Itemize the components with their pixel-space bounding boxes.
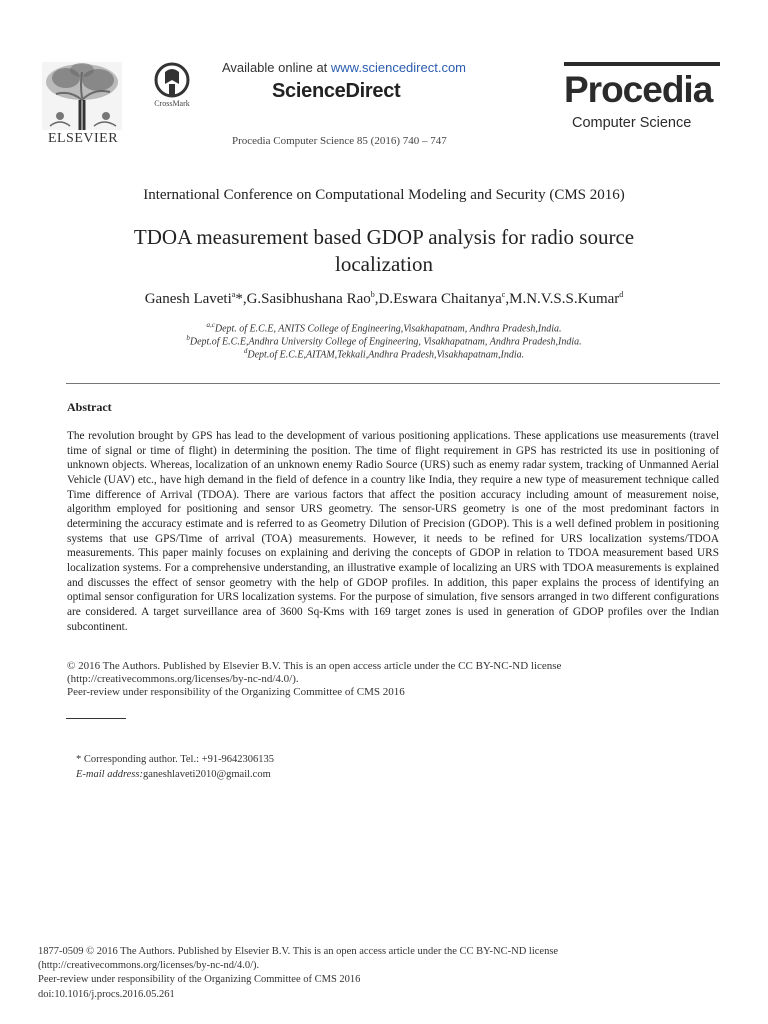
affiliation-sup: a,c bbox=[206, 321, 215, 329]
affiliation-line bbox=[0, 334, 768, 347]
author-name: G.Sasibhushana Rao bbox=[246, 291, 371, 307]
corresponding-author-email-line bbox=[76, 767, 274, 782]
elsevier-wordmark: ELSEVIER bbox=[47, 131, 119, 146]
affiliation-sup: d bbox=[243, 347, 248, 355]
affiliation-sup: b bbox=[186, 334, 190, 342]
email-label: E-mail address: bbox=[76, 769, 143, 780]
procedia-wordmark: Procedia bbox=[564, 69, 713, 110]
procedia-bar bbox=[564, 62, 720, 66]
available-prefix: Available online at bbox=[222, 60, 331, 75]
affiliation-text: Dept.of E.C.E,Andhra University College of Engineering, Visakhapatnam, Andhra Pradesh,India. bbox=[189, 336, 582, 348]
sciencedirect-logo: ScienceDirect bbox=[272, 80, 401, 102]
section-divider bbox=[66, 383, 720, 384]
abstract-body: The revolution brought by GPS has lead to the development of various positioning applications. These applications use measurements (travel time of signal or time of flight) in determining the position. The time of flight requirement in GPS has restricted its use in positioning of unknown objects. Whereas, localization of an unknown enemy Radio Source (URS) such as enemy radar system, tracking of Unmanned Aerial Vehicle (UAV) etc., have high demand in the field of defence in a country like India, they require a new type of measurement technique called Time difference of Arrival (TDOA). There are various factors that affect the position accuracy including amount of measurement noise, algorithm employed for positioning and sensor URS geometry. The sensor-URS geometry is one of the most predominant factors in determining the accuracy estimate and is referred to as Geometry Dilution of Precision (GDOP). This is a well defined problem in positioning systems that use GPS/Time of arrival (TOA) measurements. However, it needs to be refined for URS localization systems/TDOA measurements. This paper mainly focuses on explaining and deriving the concepts of GDOP in relation to TDOA measurement based URS localization systems. For a comprehensive understanding, an illustrative example of localizing an URS with TDOA measurements is explained and discusses the effect of sensor geometry with the help of GDOP profiles. In addition, this paper explains the process of identifying an optimal sensor configuration for URS localization systems. For the purpose of simulation, five sensors arranged in two different configurations are considered. A target surveillance area of 3600 Sq-Kms with 169 target zones is used in generation of GDOP profiles over the Indian subcontinent. bbox=[67, 430, 719, 633]
author-marker: , bbox=[505, 291, 510, 307]
available-online-line bbox=[222, 60, 466, 75]
author-name: M.N.V.S.S.Kumar bbox=[509, 291, 620, 307]
sciencedirect-link[interactable]: www.sciencedirect.com bbox=[330, 60, 467, 75]
corresponding-author-phone: * Corresponding author. Tel.: +91-9642306135 bbox=[76, 754, 275, 765]
author-affil-sup: d bbox=[619, 290, 624, 299]
footer-peer-review: Peer-review under responsibility of the Organizing Committee of CMS 2016 bbox=[38, 974, 361, 986]
footnote-divider bbox=[66, 718, 126, 719]
paper-title: TDOA measurement based GDOP analysis for radio source localization bbox=[133, 225, 635, 276]
footer-doi[interactable]: doi:10.1016/j.procs.2016.05.261 bbox=[38, 988, 175, 1000]
peer-review-line: Peer-review under responsibility of the Organizing Committee of CMS 2016 bbox=[67, 685, 405, 698]
author-marker: *, bbox=[235, 291, 247, 307]
license-link[interactable]: (http://creativecommons.org/licenses/by-nc-nd/4.0/). bbox=[67, 672, 299, 685]
author-affil-sup: c bbox=[501, 290, 506, 299]
license-line: © 2016 The Authors. Published by Elsevier B.V. This is an open access article under the CC BY-NC-ND license bbox=[67, 660, 562, 672]
author-list bbox=[0, 290, 768, 308]
author-name: Ganesh Laveti bbox=[144, 291, 232, 307]
affiliation-text: Dept.of E.C.E,AITAM,Tekkali,Andhra Pradesh,Visakhapatnam,India. bbox=[247, 349, 525, 361]
journal-reference: Procedia Computer Science 85 (2016) 740 – 747 bbox=[232, 135, 447, 147]
elsevier-tree-logo bbox=[40, 60, 124, 132]
affiliation-line bbox=[0, 321, 768, 334]
page-footer bbox=[38, 945, 558, 1002]
affiliation-line bbox=[0, 347, 768, 360]
email-address[interactable]: ganeshlaveti2010@gmail.com bbox=[142, 769, 271, 780]
abstract-heading: Abstract bbox=[67, 400, 112, 414]
conference-name: International Conference on Computational Modeling and Security (CMS 2016) bbox=[143, 187, 625, 203]
crossmark-label: CrossMark bbox=[154, 99, 190, 108]
procedia-subtitle: Computer Science bbox=[572, 115, 692, 131]
footer-copyright: 1877-0509 © 2016 The Authors. Published by Elsevier B.V. This is an open access article under the CC BY-NC-ND license bbox=[38, 946, 559, 957]
procedia-logo bbox=[560, 62, 722, 134]
author-name: D.Eswara Chaitanya bbox=[378, 291, 502, 307]
author-affil-sup: a bbox=[231, 290, 236, 299]
footer-license-link[interactable]: (http://creativecommons.org/licenses/by-nc-nd/4.0/). bbox=[38, 960, 260, 972]
license-block bbox=[67, 660, 727, 698]
author-affil-sup: b bbox=[370, 290, 375, 299]
affiliation-text: Dept. of E.C.E, ANITS College of Engineering,Visakhapatnam, Andhra Pradesh,India. bbox=[214, 323, 562, 335]
corresponding-author-note bbox=[76, 752, 274, 782]
author-marker: , bbox=[374, 291, 379, 307]
